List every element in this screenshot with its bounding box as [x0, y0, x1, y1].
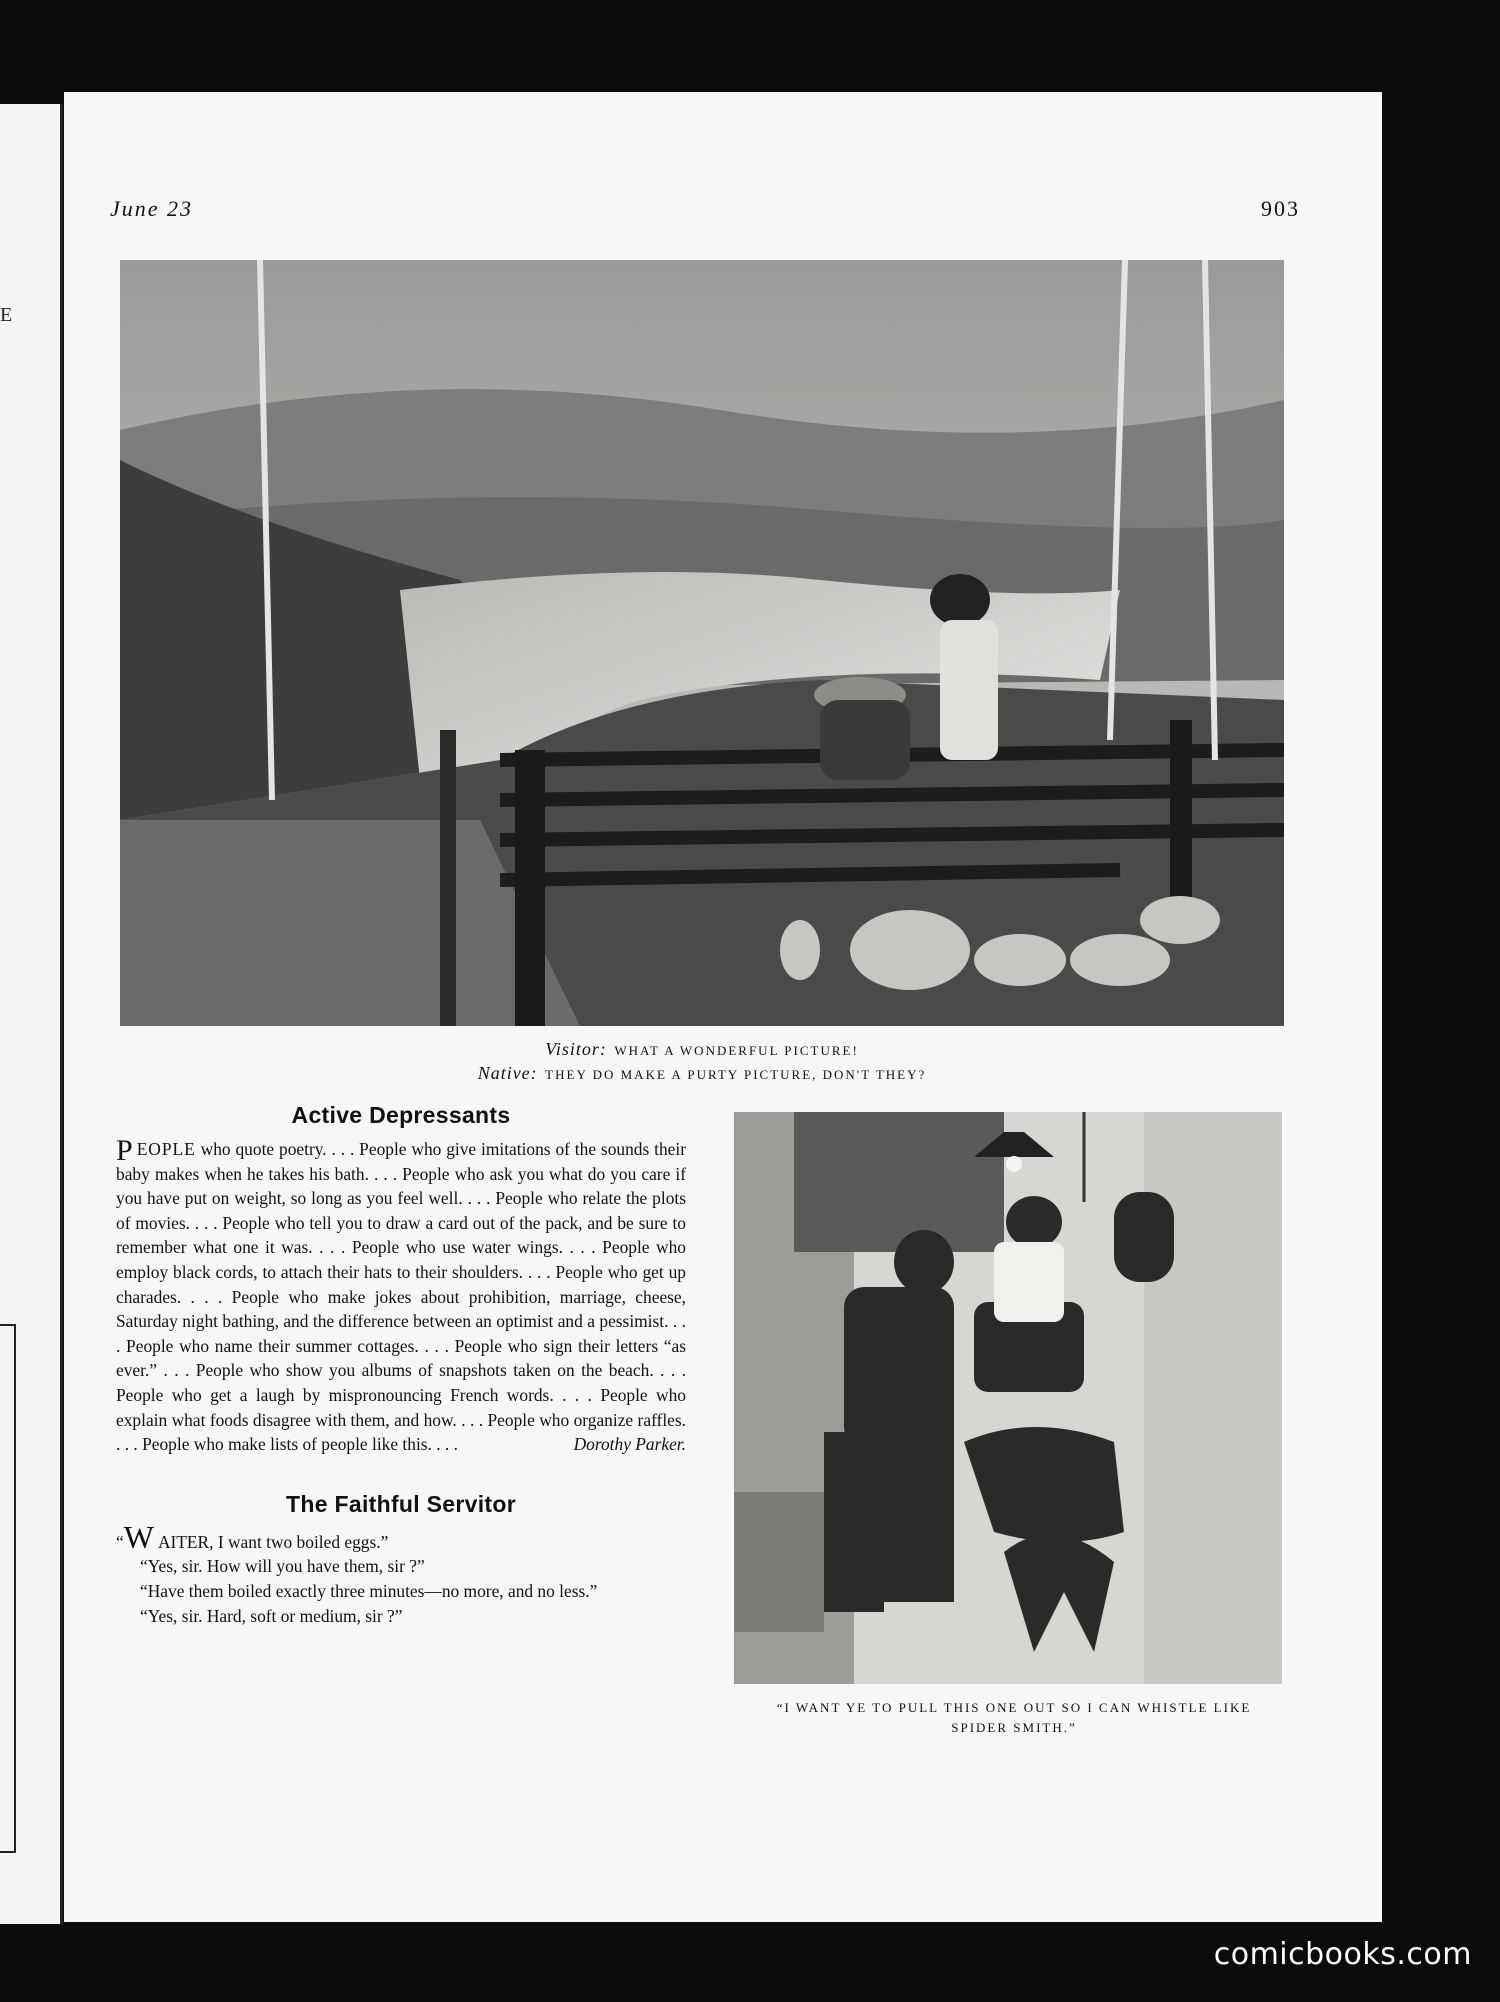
article-title-active-depressants: Active Depressants	[291, 1102, 511, 1128]
article-body-text: who quote poetry. . . . People who give imitations of the sounds their baby makes when he takes his bath. . . . People who ask you what do you care if you have put on weight, so long as you feel well. . . . People who relate the plots of movies. . . . People who tell you to draw a card out of the pack, and be sure to remember what one it was. . . . People who use water wings. . . . People who employ black cords, to attach their hats to their shoulders. . . . People who get up charades. . . . People who make jokes about prohibition, marriage, cheese, Saturday night bathing, and the difference between an optimist and a pessimist. . . . People who name their summer cottages. . . . People who sign their letters “as ever.” . . . People who show you albums of snapshots taken on the beach. . . . People who get a laugh by mispronouncing French words. . . . People who explain what foods disagree with them, and how. . . . People who organize raffles. . . . People who make lists of people like this. . . .	[116, 1139, 686, 1455]
adjacent-page-edge	[0, 104, 63, 1924]
dentist-illustration-drawing	[734, 1112, 1282, 1684]
landscape-illustration-drawing	[120, 260, 1284, 1026]
dropcap: P	[116, 1134, 133, 1167]
article-body-active-depressants	[116, 1134, 686, 1457]
caption-speaker-native: Native:	[477, 1063, 538, 1083]
adjacent-page-letter: E	[0, 304, 13, 326]
article-body-faithful-servitor	[116, 1518, 686, 1628]
caption-line-visitor: WHAT A WONDERFUL PICTURE!	[614, 1043, 859, 1058]
dentist-illustration	[734, 1112, 1282, 1684]
site-watermark: comicbooks.com	[1213, 1937, 1472, 1972]
page-number: 903	[1261, 196, 1300, 221]
article-title-faithful-servitor: The Faithful Servitor	[286, 1490, 516, 1517]
caption-speaker-visitor: Visitor:	[545, 1039, 607, 1059]
dialog-line-1	[116, 1518, 686, 1555]
lead-caps: EOPLE	[136, 1139, 196, 1159]
landscape-illustration	[120, 260, 1284, 1026]
magazine-page	[64, 92, 1382, 1922]
caption-line-native: THEY DO MAKE A PURTY PICTURE, DON'T THEY?	[545, 1067, 927, 1082]
running-date: June 23	[110, 196, 194, 221]
text-column	[116, 1102, 686, 1628]
open-quote: “	[116, 1531, 124, 1552]
dialog-line-2: “Yes, sir. How will you have them, sir ?”	[140, 1556, 425, 1577]
author-byline: Dorothy Parker.	[573, 1434, 686, 1455]
landscape-caption	[120, 1038, 1284, 1086]
dropcap-w: W	[123, 1518, 154, 1555]
dialog-line-4: “Yes, sir. Hard, soft or medium, sir ?”	[140, 1605, 403, 1626]
adjacent-page-box	[0, 1324, 16, 1853]
dentist-caption: “I WANT YE TO PULL THIS ONE OUT SO I CAN WHISTLE LIKE SPIDER SMITH.”	[776, 1700, 1252, 1735]
dialog-line-3: “Have them boiled exactly three minutes—no more, and no less.”	[140, 1580, 598, 1601]
dialog-text-1: AITER, I want two boiled eggs.”	[157, 1531, 389, 1552]
